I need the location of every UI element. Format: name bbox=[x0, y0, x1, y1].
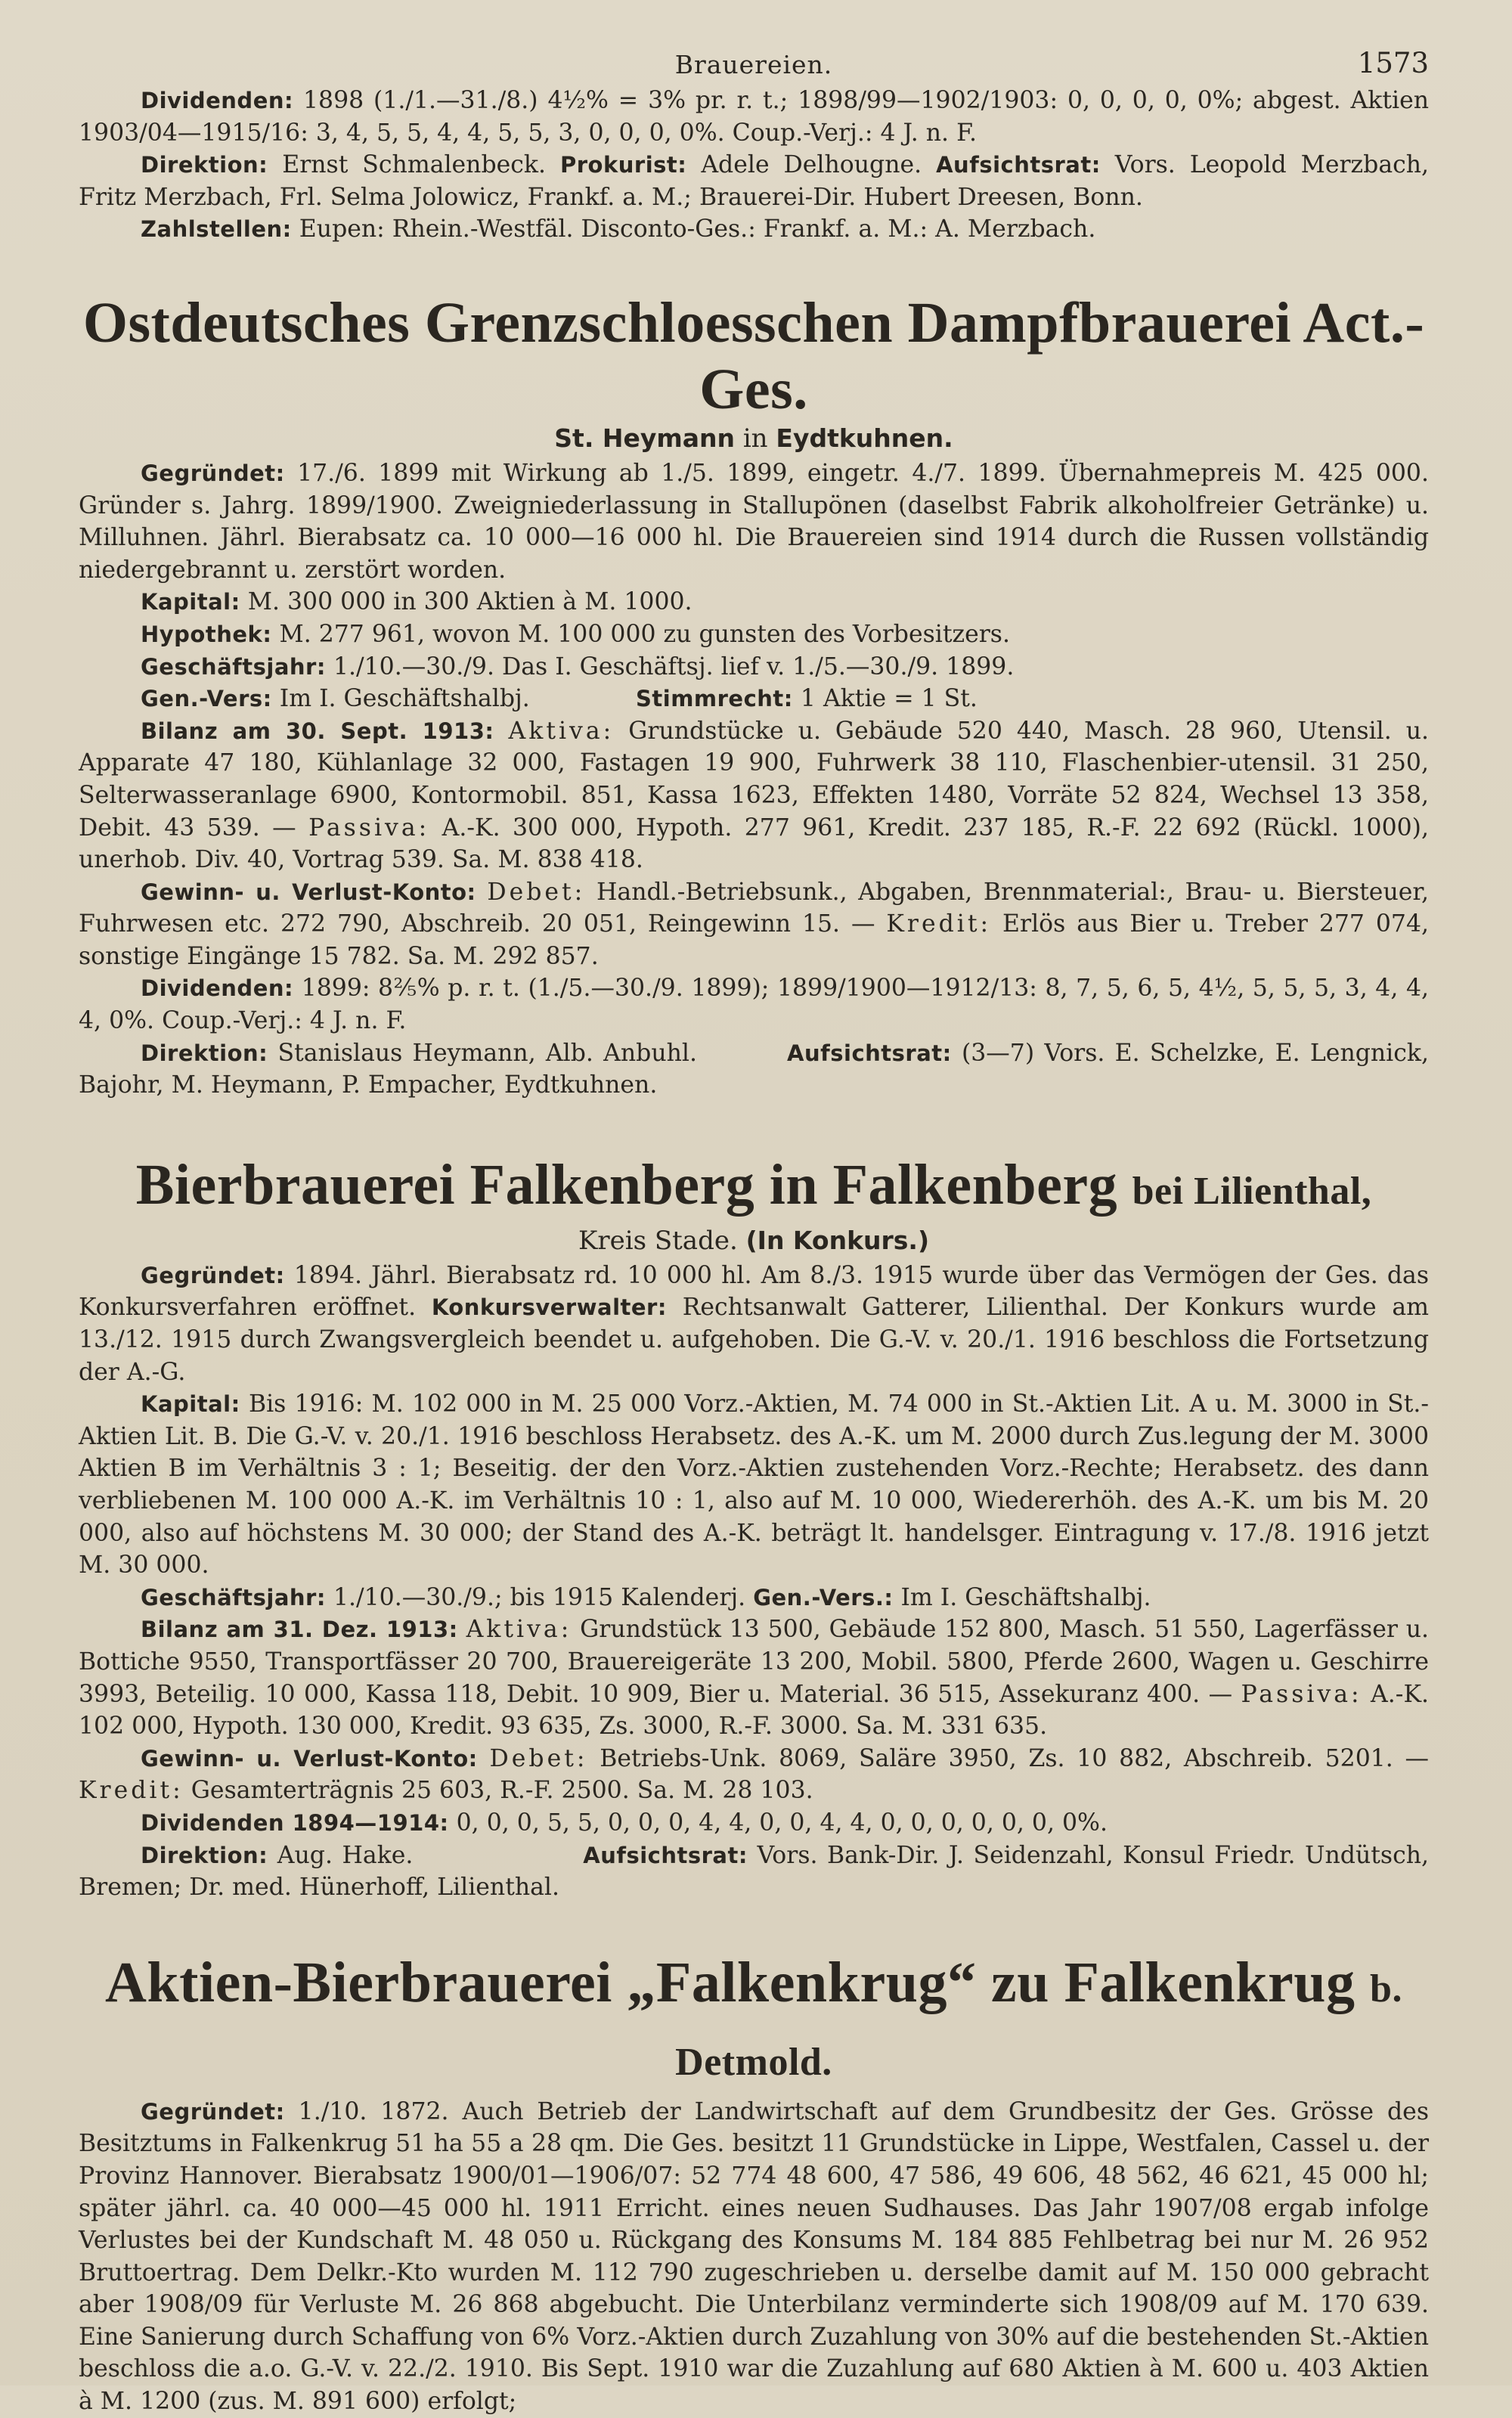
top-continuation-block bbox=[79, 85, 1429, 246]
dividenden-paragraph: Dividenden 1894—1914: 0, 0, 0, 5, 5, 0, 0, 0, 4, 4, 0, 0, 4, 4, 0, 0, 0, 0, 0, 0, 0%. bbox=[141, 1809, 1108, 1837]
gegruendet-paragraph: Gegründet: 1./10. 1872. Auch Betrieb der Landwirtschaft auf dem Grundbesitz der Ges. Grösse des Besitztums in Falkenkrug 51 ha 55 a 28 qm. Die Ges. besitzt 11 Grundstücke in Lippe, Westfalen, Cassel u. der Provinz Hannover. Bierabsatz 1900/01—1906/07: 52 774 48 600, 47 586, 49 606, 48 562, 46 621, 45 000 hl; später jährl. ca. 40 000—45 000 hl. 1911 Erricht. eines neuen Sudhauses. Das Jahr 1907/08 ergab infolge Verlustes bei der Kundschaft M. 48 050 u. Rückgang des Konsums M. 184 885 Fehlbetrag bei nur M. 26 952 Bruttoertrag. Dem Delkr.-Kto wurden M. 112 790 zugeschrieben u. derselbe damit auf M. 150 000 gebracht aber 1908/09 für Verluste M. 26 868 abgebucht. Die Unterbilanz verminderte sich 1908/09 auf M. 170 639. Eine Sanierung durch Schaffung von 6% Vorz.-Aktien durch Zuzahlung von 30% auf die bestehenden St.-Aktien beschloss die a.o. G.-V. v. 22./2. 1910. Bis Sept. 1910 war die Zuzahlung auf 680 Aktien à M. 600 u. 403 Aktien à M. 1200 (zus. M. 891 600) erfolgt; bbox=[79, 2097, 1429, 2416]
entry-title: Aktien-Bierbrauerei „Falkenkrug“ zu Falkenkrug b. Detmold. bbox=[105, 1950, 1402, 2084]
entry-title: Bierbrauerei Falkenberg in Falkenberg bei Lilienthal, bbox=[135, 1152, 1372, 1217]
bilanz-paragraph: Bilanz am 30. Sept. 1913: Aktiva: Grundstücke u. Gebäude 520 440, Masch. 28 960, Utensil. u. Apparate 47 180, Kühlanlage 32 000, Fastagen 19 900, Fuhrwerk 38 110, Flaschenbier-utensil. 31 250, Selterwasseranlage 6900, Kontormobil. 851, Kassa 1623, Effekten 1480, Vorräte 52 824, Wechsel 13 358, Debit. 43 539. — Passiva: A.-K. 300 000, Hypoth. 277 961, Kredit. 237 185, R.-F. 22 692 (Rückl. 1000), unerhob. Div. 40, Vortrag 539. Sa. M. 838 418. bbox=[79, 717, 1429, 874]
entry-ostdeutsches-grenzschloesschen bbox=[79, 290, 1429, 1102]
kapital-paragraph: Kapital: Bis 1916: M. 102 000 in M. 25 000 Vorz.-Aktien, M. 74 000 in St.-Aktien Lit. A u. M. 3000 in St.-Aktien Lit. B. Die G.-V. v. 20./1. 1916 beschloss Herabsetz. des A.-K. um M. 2000 durch Zus.legung der M. 3000 Aktien B im Verhältnis 3 : 1; Beseitig. der den Vorz.-Aktien zustehenden Vorz.-Rechte; Herabsetz. des dann verbliebenen M. 100 000 A.-K. im Verhältnis 10 : 1, also auf M. 10 000, Wiedererhöh. des A.-K. um bis M. 20 000, also auf höchstens M. 30 000; der Stand des A.-K. beträgt lt. handelsger. Eintragung v. 17./8. 1916 jetzt M. 30 000. bbox=[79, 1390, 1430, 1579]
gegruendet-paragraph: Gegründet: 1894. Jährl. Bierabsatz rd. 10 000 hl. Am 8./3. 1915 wurde über das Vermögen der Ges. das Konkursverfahren eröffnet. Konkursverwalter: Rechtsanwalt Gatterer, Lilienthal. Der Konkurs wurde am 13./12. 1915 durch Zwangsvergleich beendet u. aufgehoben. Die G.-V. v. 20./1. 1916 beschloss die Fortsetzung der A.-G. bbox=[79, 1261, 1429, 1386]
gewinn-verlust-paragraph: Gewinn- u. Verlust-Konto: Debet: Betriebs-Unk. 8069, Saläre 3950, Zs. 10 882, Abschreib. 5201. — Kredit: Gesamterträgnis 25 603, R.-F. 2500. Sa. M. 28 103. bbox=[79, 1744, 1430, 1805]
page-header bbox=[79, 30, 1429, 85]
entry-title: Ostdeutsches Grenzschloesschen Dampfbrauerei Act.-Ges. bbox=[82, 290, 1425, 421]
entry-aktien-bierbrauerei-falkenkrug bbox=[79, 1949, 1429, 2418]
dividenden-paragraph: Dividenden: 1899: 8⅖% p. r. t. (1./5.—30./9. 1899); 1899/1900—1912/13: 8, 7, 5, 6, 5, 4½, 5, 5, 5, 3, 4, 4, 4, 0%. Coup.-Verj.: 4 J. n. F. bbox=[79, 975, 1429, 1035]
geschaeftsjahr-paragraph: Geschäftsjahr: 1./10.—30./9. Das I. Geschäftsj. lief v. 1./5.—30./9. 1899. bbox=[141, 653, 1015, 680]
entry-bierbrauerei-falkenberg bbox=[79, 1152, 1429, 1904]
top-zahlstellen: Zahlstellen: Eupen: Rhein.-Westfäl. Disconto-Ges.: Frankf. a. M.: A. Merzbach. bbox=[141, 215, 1096, 243]
top-dividenden: Dividenden: 1898 (1./1.—31./8.) 4½% = 3% pr. r. t.; 1898/99—1902/1903: 0, 0, 0, 0, 0%; abgest. Aktien 1903/04—1915/16: 3, 4, 5, 5, 4, 4, 5, 5, 3, 0, 0, 0, 0%. Coup.-Verj.: 4 J. n. F. bbox=[79, 87, 1430, 147]
direktion-paragraph: Direktion: Aug. Hake. Aufsichtsrat: Vors. Bank-Dir. J. Seidenzahl, Konsul Friedr. Undütsch, Bremen; Dr. med. Hünerhoff, Lilienthal. bbox=[79, 1841, 1430, 1902]
hypothek-paragraph: Hypothek: M. 277 961, wovon M. 100 000 zu gunsten des Vorbesitzers. bbox=[141, 620, 1010, 648]
direktion-paragraph: Direktion: Stanislaus Heymann, Alb. Anbuhl. Aufsichtsrat: (3—7) Vors. E. Schelzke, E. Lengnick, Bajohr, M. Heymann, P. Empacher, Eydtkuhnen. bbox=[79, 1039, 1429, 1099]
top-direktion: Direktion: Ernst Schmalenbeck. Prokurist: Adele Delhougne. Aufsichtsrat: Vors. Leopold Merzbach, Fritz Merzbach, Frl. Selma Jolowicz, Frankf. a. M.; Brauerei-Dir. Hubert Dreesen, Bonn. bbox=[79, 151, 1430, 211]
entry-subtitle: St. Heymann in Eydtkuhnen. bbox=[554, 423, 953, 454]
gewinn-verlust-paragraph: Gewinn- u. Verlust-Konto: Debet: Handl.-Betriebsunk., Abgaben, Brennmaterial:, Brau- u. Biersteuer, Fuhrwesen etc. 272 790, Abschreib. 20 051, Reingewinn 15. — Kredit: Erlös aus Bier u. Treber 277 074, sonstige Eingänge 15 782. Sa. M. 292 857. bbox=[79, 878, 1430, 970]
genvers-paragraph: Gen.-Vers: Im I. Geschäftshalbj. Stimmrecht: 1 Aktie = 1 St. bbox=[141, 685, 978, 713]
page-number: 1573 bbox=[1357, 47, 1429, 79]
bilanz-paragraph: Bilanz am 31. Dez. 1913: Aktiva: Grundstück 13 500, Gebäude 152 800, Masch. 51 550, Lagerfässer u. Bottiche 9550, Transportfässer 20 700, Brauereigeräte 13 200, Mobil. 5800, Pferde 2600, Wagen u. Geschirre 3993, Beteilig. 10 000, Kassa 118, Debit. 10 909, Bier u. Material. 36 515, Assekuranz 400. — Passiva: A.-K. 102 000, Hypoth. 130 000, Kredit. 93 635, Zs. 3000, R.-F. 3000. Sa. M. 331 635. bbox=[79, 1616, 1430, 1741]
running-head: Brauereien. bbox=[674, 50, 833, 79]
geschaeftsjahr-paragraph: Geschäftsjahr: 1./10.—30./9.; bis 1915 Kalenderj. Gen.-Vers.: Im I. Geschäftshalbj. bbox=[141, 1583, 1151, 1611]
kapital-paragraph: Kapital: M. 300 000 in 300 Aktien à M. 1000. bbox=[141, 588, 692, 616]
gegruendet-paragraph: Gegründet: 17./6. 1899 mit Wirkung ab 1./5. 1899, eingetr. 4./7. 1899. Übernahmepreis M. 425 000. Gründer s. Jahrg. 1899/1900. Zweigniederlassung in Stallupönen (daselbst Fabrik alkoholfreier Getränke) u. Milluhnen. Jährl. Bierabsatz ca. 10 000—16 000 hl. Die Brauereien sind 1914 durch die Russen vollständig niedergebrannt u. zerstört worden. bbox=[79, 459, 1429, 584]
entry-subtitle: Kreis Stade. (In Konkurs.) bbox=[578, 1225, 930, 1256]
